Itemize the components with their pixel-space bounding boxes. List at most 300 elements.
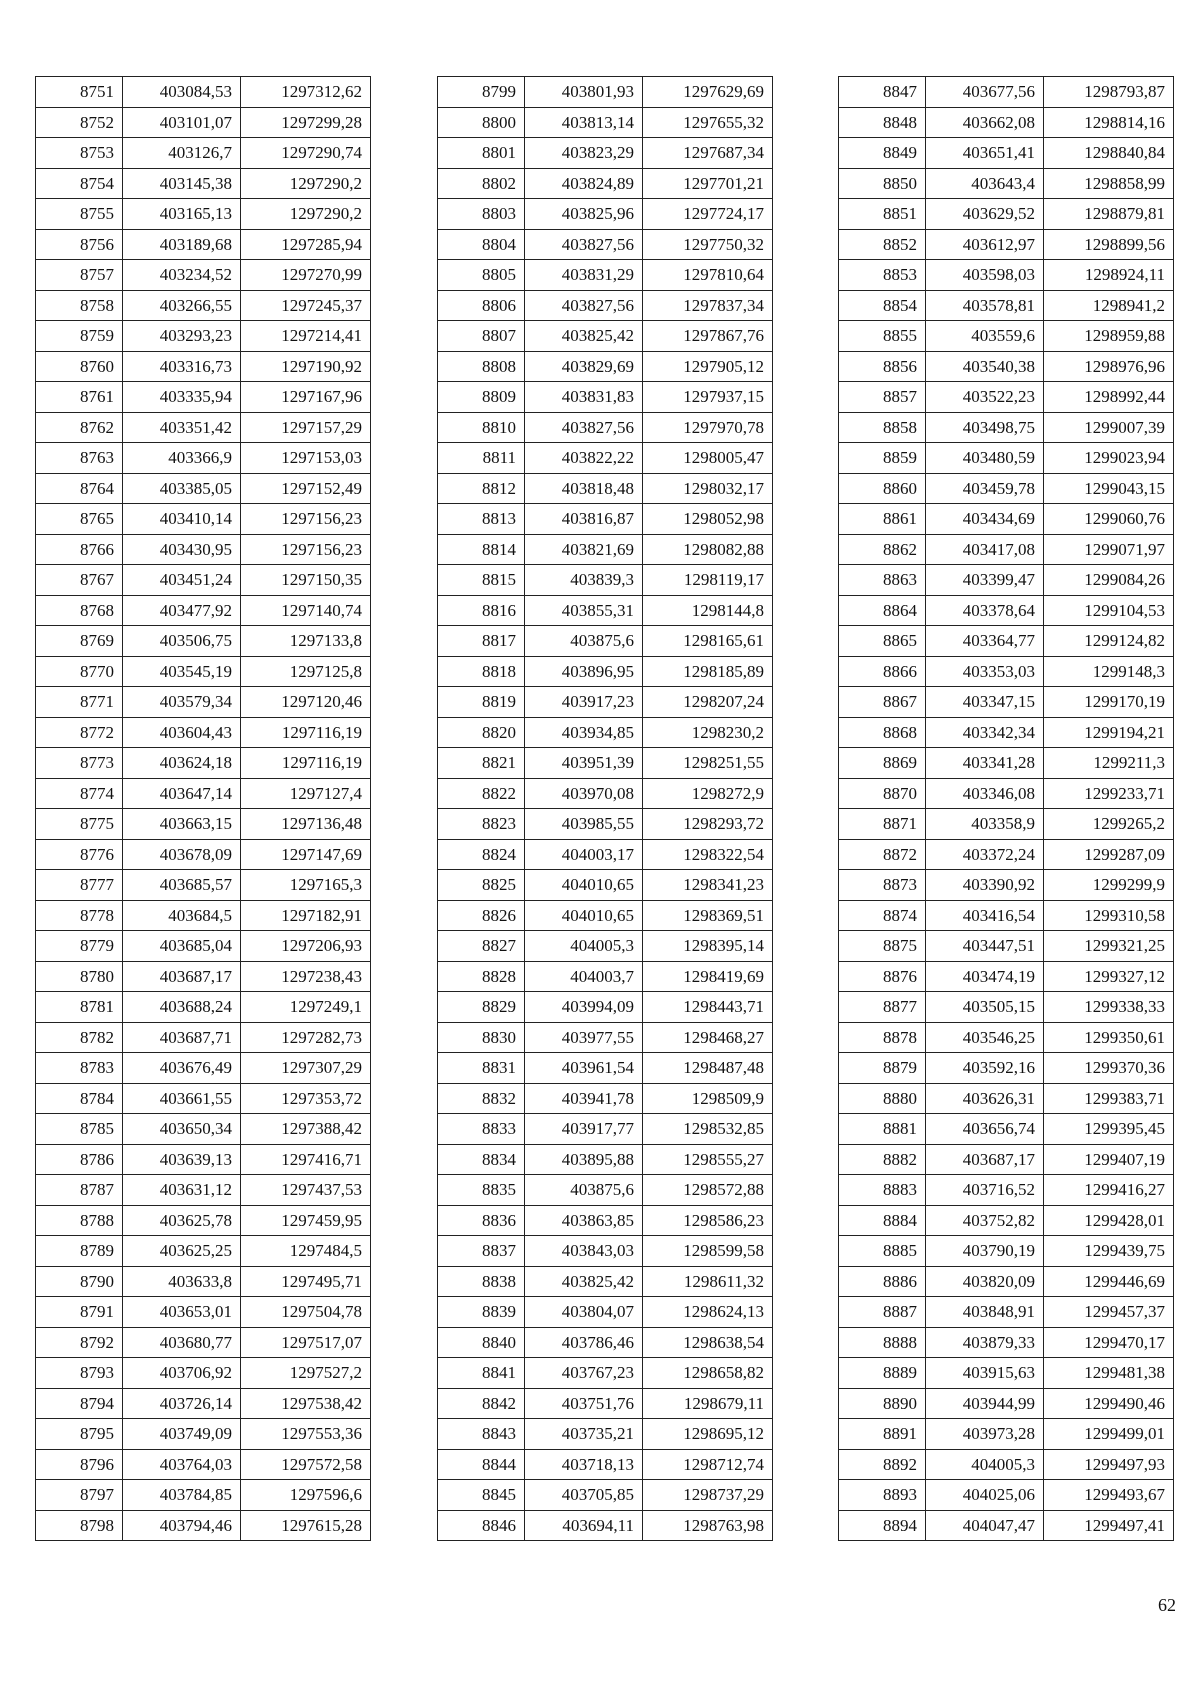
point-number-cell: 8855	[839, 321, 926, 352]
point-number-cell: 8761	[36, 382, 123, 413]
point-number-cell: 8792	[36, 1327, 123, 1358]
x-coordinate-cell: 403676,49	[123, 1053, 241, 1084]
y-coordinate-cell: 1297156,23	[241, 534, 371, 565]
point-number-cell: 8849	[839, 138, 926, 169]
point-number-cell: 8795	[36, 1419, 123, 1450]
point-number-cell: 8757	[36, 260, 123, 291]
point-number-cell: 8777	[36, 870, 123, 901]
table-row	[36, 687, 371, 718]
table-row	[438, 321, 773, 352]
table-row	[36, 1327, 371, 1358]
table-row	[839, 900, 1174, 931]
x-coordinate-cell: 403685,04	[123, 931, 241, 962]
table-row	[438, 412, 773, 443]
x-coordinate-cell: 403813,14	[525, 107, 643, 138]
table-row	[438, 473, 773, 504]
point-number-cell: 8874	[839, 900, 926, 931]
point-number-cell: 8887	[839, 1297, 926, 1328]
point-number-cell: 8809	[438, 382, 525, 413]
x-coordinate-cell: 403794,46	[123, 1510, 241, 1541]
table-row	[36, 1083, 371, 1114]
table-row	[839, 1175, 1174, 1206]
point-number-cell: 8889	[839, 1358, 926, 1389]
y-coordinate-cell: 1298586,23	[643, 1205, 773, 1236]
point-number-cell: 8801	[438, 138, 525, 169]
table-row	[36, 504, 371, 535]
x-coordinate-cell: 403751,76	[525, 1388, 643, 1419]
y-coordinate-cell: 1299265,2	[1044, 809, 1174, 840]
table-row	[36, 1449, 371, 1480]
y-coordinate-cell: 1297484,5	[241, 1236, 371, 1267]
y-coordinate-cell: 1297238,43	[241, 961, 371, 992]
y-coordinate-cell: 1299007,39	[1044, 412, 1174, 443]
table-row	[839, 1083, 1174, 1114]
y-coordinate-cell: 1299497,41	[1044, 1510, 1174, 1541]
x-coordinate-cell: 403687,71	[123, 1022, 241, 1053]
y-coordinate-cell: 1298144,8	[643, 595, 773, 626]
y-coordinate-cell: 1299499,01	[1044, 1419, 1174, 1450]
table-row	[438, 534, 773, 565]
x-coordinate-cell: 403663,15	[123, 809, 241, 840]
table-row	[36, 199, 371, 230]
x-coordinate-cell: 403855,31	[525, 595, 643, 626]
table-row	[36, 839, 371, 870]
table-row	[438, 260, 773, 291]
y-coordinate-cell: 1297147,69	[241, 839, 371, 870]
table-row	[839, 260, 1174, 291]
table-row	[36, 1114, 371, 1145]
x-coordinate-cell: 403477,92	[123, 595, 241, 626]
y-coordinate-cell: 1298976,96	[1044, 351, 1174, 382]
y-coordinate-cell: 1298941,2	[1044, 290, 1174, 321]
point-number-cell: 8823	[438, 809, 525, 840]
y-coordinate-cell: 1298793,87	[1044, 77, 1174, 108]
point-number-cell: 8886	[839, 1266, 926, 1297]
table-row	[36, 290, 371, 321]
x-coordinate-cell: 403364,77	[926, 626, 1044, 657]
y-coordinate-cell: 1297750,32	[643, 229, 773, 260]
point-number-cell: 8858	[839, 412, 926, 443]
table-row	[839, 351, 1174, 382]
x-coordinate-cell: 403629,52	[926, 199, 1044, 230]
table-row	[36, 351, 371, 382]
table-row	[36, 595, 371, 626]
y-coordinate-cell: 1299470,17	[1044, 1327, 1174, 1358]
x-coordinate-cell: 403951,39	[525, 748, 643, 779]
table-row	[36, 1388, 371, 1419]
y-coordinate-cell: 1298443,71	[643, 992, 773, 1023]
y-coordinate-cell: 1297156,23	[241, 504, 371, 535]
point-number-cell: 8830	[438, 1022, 525, 1053]
x-coordinate-cell: 403505,15	[926, 992, 1044, 1023]
point-number-cell: 8786	[36, 1144, 123, 1175]
x-coordinate-cell: 403651,41	[926, 138, 1044, 169]
y-coordinate-cell: 1298840,84	[1044, 138, 1174, 169]
table-row	[839, 1510, 1174, 1541]
table-row	[839, 1205, 1174, 1236]
table-row	[438, 1419, 773, 1450]
point-number-cell: 8793	[36, 1358, 123, 1389]
table-row	[36, 1053, 371, 1084]
y-coordinate-cell: 1297120,46	[241, 687, 371, 718]
table-row	[839, 870, 1174, 901]
y-coordinate-cell: 1299310,58	[1044, 900, 1174, 931]
point-number-cell: 8837	[438, 1236, 525, 1267]
table-row	[438, 1327, 773, 1358]
table-row	[438, 809, 773, 840]
point-number-cell: 8765	[36, 504, 123, 535]
x-coordinate-cell: 403970,08	[525, 778, 643, 809]
point-number-cell: 8808	[438, 351, 525, 382]
point-number-cell: 8847	[839, 77, 926, 108]
table-row	[839, 138, 1174, 169]
point-number-cell: 8850	[839, 168, 926, 199]
table-row	[839, 1297, 1174, 1328]
y-coordinate-cell: 1297307,29	[241, 1053, 371, 1084]
table-row	[36, 870, 371, 901]
point-number-cell: 8775	[36, 809, 123, 840]
table-row	[36, 900, 371, 931]
point-number-cell: 8764	[36, 473, 123, 504]
x-coordinate-cell: 403416,54	[926, 900, 1044, 931]
y-coordinate-cell: 1299287,09	[1044, 839, 1174, 870]
point-number-cell: 8819	[438, 687, 525, 718]
y-coordinate-cell: 1297629,69	[643, 77, 773, 108]
table-row	[36, 412, 371, 443]
x-coordinate-cell: 403917,77	[525, 1114, 643, 1145]
y-coordinate-cell: 1299407,19	[1044, 1144, 1174, 1175]
table-row	[438, 1297, 773, 1328]
point-number-cell: 8856	[839, 351, 926, 382]
table-row	[36, 1297, 371, 1328]
y-coordinate-cell: 1297655,32	[643, 107, 773, 138]
y-coordinate-cell: 1299497,93	[1044, 1449, 1174, 1480]
y-coordinate-cell: 1298959,88	[1044, 321, 1174, 352]
x-coordinate-cell: 403917,23	[525, 687, 643, 718]
y-coordinate-cell: 1299211,3	[1044, 748, 1174, 779]
table-row	[36, 1144, 371, 1175]
y-coordinate-cell: 1297527,2	[241, 1358, 371, 1389]
x-coordinate-cell: 403342,34	[926, 717, 1044, 748]
x-coordinate-cell: 403764,03	[123, 1449, 241, 1480]
table-row	[839, 1022, 1174, 1053]
x-coordinate-cell: 403684,5	[123, 900, 241, 931]
x-coordinate-cell: 403661,55	[123, 1083, 241, 1114]
y-coordinate-cell: 1299084,26	[1044, 565, 1174, 596]
y-coordinate-cell: 1299481,38	[1044, 1358, 1174, 1389]
point-number-cell: 8813	[438, 504, 525, 535]
table-row	[438, 351, 773, 382]
point-number-cell: 8857	[839, 382, 926, 413]
x-coordinate-cell: 403863,85	[525, 1205, 643, 1236]
point-number-cell: 8869	[839, 748, 926, 779]
y-coordinate-cell: 1297615,28	[241, 1510, 371, 1541]
y-coordinate-cell: 1297538,42	[241, 1388, 371, 1419]
table-row	[438, 168, 773, 199]
x-coordinate-cell: 403540,38	[926, 351, 1044, 382]
x-coordinate-cell: 403189,68	[123, 229, 241, 260]
table-row	[438, 992, 773, 1023]
x-coordinate-cell: 403827,56	[525, 290, 643, 321]
y-coordinate-cell: 1297495,71	[241, 1266, 371, 1297]
x-coordinate-cell: 403358,9	[926, 809, 1044, 840]
x-coordinate-cell: 403827,56	[525, 412, 643, 443]
point-number-cell: 8822	[438, 778, 525, 809]
table-row	[36, 961, 371, 992]
point-number-cell: 8824	[438, 839, 525, 870]
x-coordinate-cell: 403705,85	[525, 1480, 643, 1511]
y-coordinate-cell: 1298532,85	[643, 1114, 773, 1145]
point-number-cell: 8851	[839, 199, 926, 230]
point-number-cell: 8894	[839, 1510, 926, 1541]
x-coordinate-cell: 403625,78	[123, 1205, 241, 1236]
y-coordinate-cell: 1297724,17	[643, 199, 773, 230]
y-coordinate-cell: 1299428,01	[1044, 1205, 1174, 1236]
point-number-cell: 8778	[36, 900, 123, 931]
table-row	[839, 1419, 1174, 1450]
y-coordinate-cell: 1297572,58	[241, 1449, 371, 1480]
y-coordinate-cell: 1297270,99	[241, 260, 371, 291]
y-coordinate-cell: 1297937,15	[643, 382, 773, 413]
point-number-cell: 8821	[438, 748, 525, 779]
y-coordinate-cell: 1297127,4	[241, 778, 371, 809]
table-row	[839, 229, 1174, 260]
y-coordinate-cell: 1299148,3	[1044, 656, 1174, 687]
table-row	[839, 595, 1174, 626]
point-number-cell: 8804	[438, 229, 525, 260]
x-coordinate-cell: 403410,14	[123, 504, 241, 535]
x-coordinate-cell: 403687,17	[926, 1144, 1044, 1175]
table-row	[438, 1266, 773, 1297]
table-row	[839, 748, 1174, 779]
x-coordinate-cell: 403825,96	[525, 199, 643, 230]
x-coordinate-cell: 403726,14	[123, 1388, 241, 1419]
y-coordinate-cell: 1297133,8	[241, 626, 371, 657]
y-coordinate-cell: 1298487,48	[643, 1053, 773, 1084]
x-coordinate-cell: 403825,42	[525, 1266, 643, 1297]
table-row	[438, 504, 773, 535]
y-coordinate-cell: 1298369,51	[643, 900, 773, 931]
y-coordinate-cell: 1299124,82	[1044, 626, 1174, 657]
y-coordinate-cell: 1298924,11	[1044, 260, 1174, 291]
y-coordinate-cell: 1298712,74	[643, 1449, 773, 1480]
point-number-cell: 8838	[438, 1266, 525, 1297]
y-coordinate-cell: 1299439,75	[1044, 1236, 1174, 1267]
point-number-cell: 8800	[438, 107, 525, 138]
point-number-cell: 8843	[438, 1419, 525, 1450]
point-number-cell: 8842	[438, 1388, 525, 1419]
x-coordinate-cell: 403346,08	[926, 778, 1044, 809]
table-row	[438, 1358, 773, 1389]
point-number-cell: 8833	[438, 1114, 525, 1145]
x-coordinate-cell: 403678,09	[123, 839, 241, 870]
table-row	[438, 1205, 773, 1236]
x-coordinate-cell: 404005,3	[525, 931, 643, 962]
x-coordinate-cell: 403474,19	[926, 961, 1044, 992]
x-coordinate-cell: 403126,7	[123, 138, 241, 169]
table-row	[36, 321, 371, 352]
y-coordinate-cell: 1299023,94	[1044, 443, 1174, 474]
table-row	[839, 1388, 1174, 1419]
x-coordinate-cell: 403827,56	[525, 229, 643, 260]
y-coordinate-cell: 1299446,69	[1044, 1266, 1174, 1297]
x-coordinate-cell: 403626,31	[926, 1083, 1044, 1114]
point-number-cell: 8861	[839, 504, 926, 535]
y-coordinate-cell: 1298293,72	[643, 809, 773, 840]
x-coordinate-cell: 403716,52	[926, 1175, 1044, 1206]
x-coordinate-cell: 403823,29	[525, 138, 643, 169]
x-coordinate-cell: 403790,19	[926, 1236, 1044, 1267]
point-number-cell: 8815	[438, 565, 525, 596]
x-coordinate-cell: 403875,6	[525, 626, 643, 657]
point-number-cell: 8811	[438, 443, 525, 474]
point-number-cell: 8864	[839, 595, 926, 626]
table-row	[36, 992, 371, 1023]
x-coordinate-cell: 403818,48	[525, 473, 643, 504]
table-row	[36, 229, 371, 260]
x-coordinate-cell: 403545,19	[123, 656, 241, 687]
point-number-cell: 8791	[36, 1297, 123, 1328]
y-coordinate-cell: 1297140,74	[241, 595, 371, 626]
y-coordinate-cell: 1297388,42	[241, 1114, 371, 1145]
table-row	[36, 443, 371, 474]
point-number-cell: 8872	[839, 839, 926, 870]
table-row	[839, 168, 1174, 199]
point-number-cell: 8839	[438, 1297, 525, 1328]
table-row	[839, 931, 1174, 962]
y-coordinate-cell: 1299493,67	[1044, 1480, 1174, 1511]
y-coordinate-cell: 1297214,41	[241, 321, 371, 352]
x-coordinate-cell: 403351,42	[123, 412, 241, 443]
point-number-cell: 8753	[36, 138, 123, 169]
table-row	[36, 1266, 371, 1297]
y-coordinate-cell: 1297596,6	[241, 1480, 371, 1511]
point-number-cell: 8785	[36, 1114, 123, 1145]
y-coordinate-cell: 1298599,58	[643, 1236, 773, 1267]
point-number-cell: 8875	[839, 931, 926, 962]
y-coordinate-cell: 1298658,82	[643, 1358, 773, 1389]
x-coordinate-cell: 403347,15	[926, 687, 1044, 718]
y-coordinate-cell: 1298509,9	[643, 1083, 773, 1114]
table-row	[438, 870, 773, 901]
table-row	[438, 1175, 773, 1206]
point-number-cell: 8862	[839, 534, 926, 565]
point-number-cell: 8787	[36, 1175, 123, 1206]
page-number: 62	[1158, 1595, 1176, 1615]
table-row	[839, 992, 1174, 1023]
table-row	[438, 900, 773, 931]
point-number-cell: 8829	[438, 992, 525, 1023]
x-coordinate-cell: 403145,38	[123, 168, 241, 199]
x-coordinate-cell: 403647,14	[123, 778, 241, 809]
x-coordinate-cell: 403915,63	[926, 1358, 1044, 1389]
point-number-cell: 8881	[839, 1114, 926, 1145]
point-number-cell: 8806	[438, 290, 525, 321]
y-coordinate-cell: 1299338,33	[1044, 992, 1174, 1023]
point-number-cell: 8840	[438, 1327, 525, 1358]
x-coordinate-cell: 404047,47	[926, 1510, 1044, 1541]
x-coordinate-cell: 403706,92	[123, 1358, 241, 1389]
x-coordinate-cell: 403399,47	[926, 565, 1044, 596]
x-coordinate-cell: 403680,77	[123, 1327, 241, 1358]
coordinates-table-3	[838, 76, 1174, 1541]
point-number-cell: 8768	[36, 595, 123, 626]
y-coordinate-cell: 1298165,61	[643, 626, 773, 657]
x-coordinate-cell: 403843,03	[525, 1236, 643, 1267]
table-row	[438, 839, 773, 870]
x-coordinate-cell: 403825,42	[525, 321, 643, 352]
x-coordinate-cell: 403434,69	[926, 504, 1044, 535]
table-row	[36, 107, 371, 138]
x-coordinate-cell: 403498,75	[926, 412, 1044, 443]
table-row	[839, 443, 1174, 474]
x-coordinate-cell: 404010,65	[525, 870, 643, 901]
x-coordinate-cell: 403165,13	[123, 199, 241, 230]
y-coordinate-cell: 1299416,27	[1044, 1175, 1174, 1206]
point-number-cell: 8890	[839, 1388, 926, 1419]
point-number-cell: 8797	[36, 1480, 123, 1511]
point-number-cell: 8852	[839, 229, 926, 260]
x-coordinate-cell: 403631,12	[123, 1175, 241, 1206]
x-coordinate-cell: 403385,05	[123, 473, 241, 504]
y-coordinate-cell: 1298207,24	[643, 687, 773, 718]
point-number-cell: 8794	[36, 1388, 123, 1419]
x-coordinate-cell: 403831,29	[525, 260, 643, 291]
x-coordinate-cell: 403643,4	[926, 168, 1044, 199]
y-coordinate-cell: 1299370,36	[1044, 1053, 1174, 1084]
table-row	[839, 687, 1174, 718]
y-coordinate-cell: 1297970,78	[643, 412, 773, 443]
point-number-cell: 8828	[438, 961, 525, 992]
x-coordinate-cell: 403879,33	[926, 1327, 1044, 1358]
table-row	[839, 473, 1174, 504]
point-number-cell: 8879	[839, 1053, 926, 1084]
coordinates-table-2	[437, 76, 773, 1541]
point-number-cell: 8877	[839, 992, 926, 1023]
table-row	[438, 290, 773, 321]
x-coordinate-cell: 403592,16	[926, 1053, 1044, 1084]
y-coordinate-cell: 1297249,1	[241, 992, 371, 1023]
table-row	[36, 1175, 371, 1206]
point-number-cell: 8836	[438, 1205, 525, 1236]
point-number-cell: 8763	[36, 443, 123, 474]
point-number-cell: 8853	[839, 260, 926, 291]
x-coordinate-cell: 403390,92	[926, 870, 1044, 901]
x-coordinate-cell: 403816,87	[525, 504, 643, 535]
point-number-cell: 8878	[839, 1022, 926, 1053]
point-number-cell: 8831	[438, 1053, 525, 1084]
point-number-cell: 8770	[36, 656, 123, 687]
table-row	[438, 1480, 773, 1511]
table-row	[438, 77, 773, 108]
point-number-cell: 8814	[438, 534, 525, 565]
table-row	[36, 809, 371, 840]
y-coordinate-cell: 1298763,98	[643, 1510, 773, 1541]
y-coordinate-cell: 1298052,98	[643, 504, 773, 535]
x-coordinate-cell: 403752,82	[926, 1205, 1044, 1236]
y-coordinate-cell: 1298611,32	[643, 1266, 773, 1297]
point-number-cell: 8873	[839, 870, 926, 901]
x-coordinate-cell: 403101,07	[123, 107, 241, 138]
point-number-cell: 8751	[36, 77, 123, 108]
x-coordinate-cell: 403353,03	[926, 656, 1044, 687]
table-row	[438, 717, 773, 748]
table-row	[438, 443, 773, 474]
y-coordinate-cell: 1297290,2	[241, 199, 371, 230]
x-coordinate-cell: 403994,09	[525, 992, 643, 1023]
table-row	[839, 1480, 1174, 1511]
x-coordinate-cell: 404025,06	[926, 1480, 1044, 1511]
